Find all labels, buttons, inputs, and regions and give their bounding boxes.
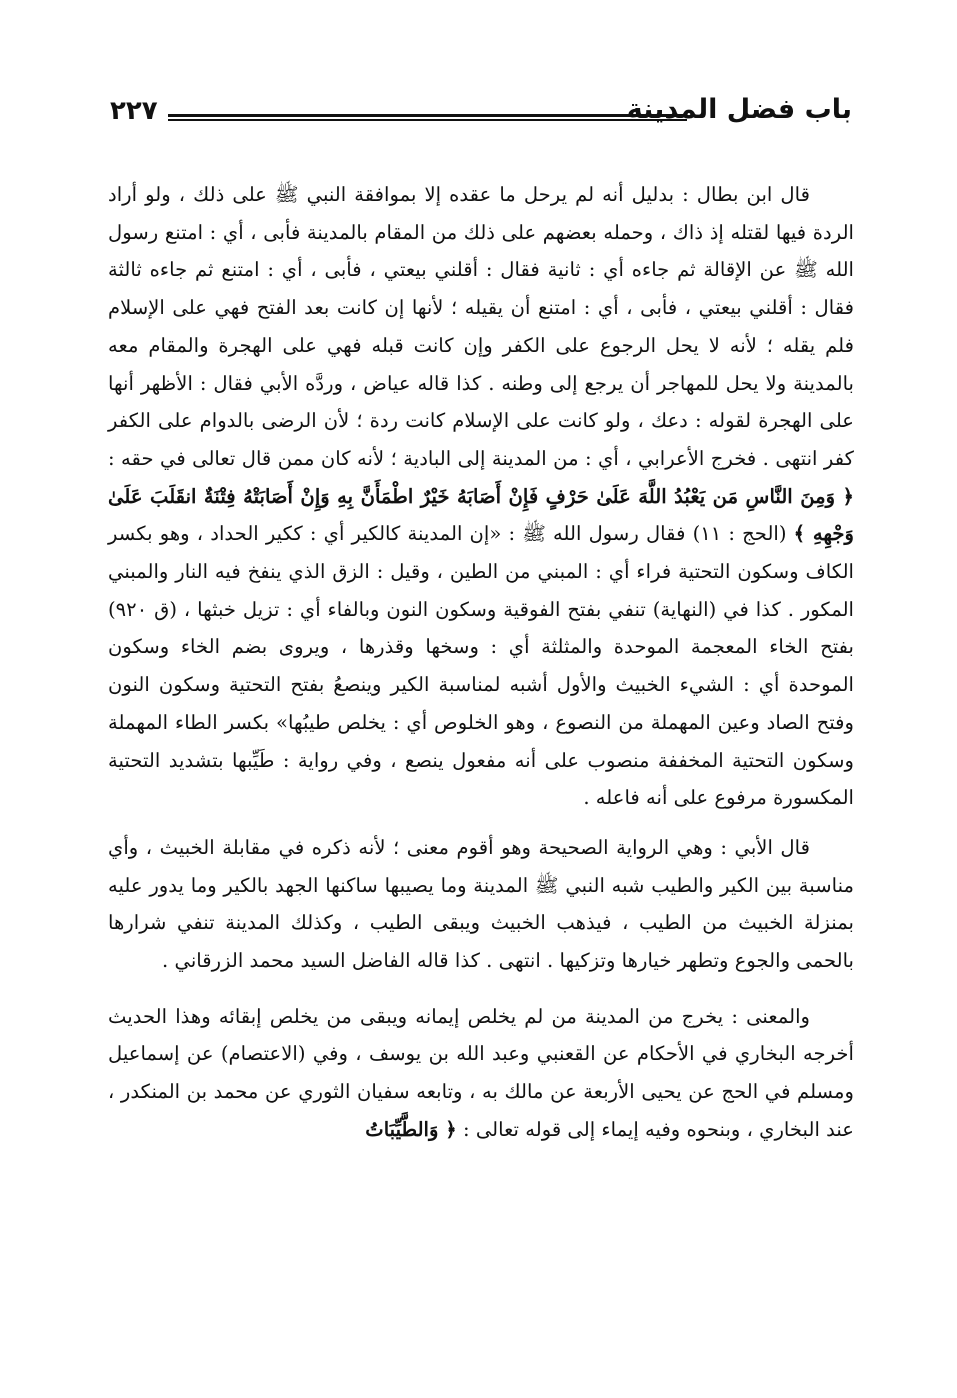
page-header [110,92,852,132]
page-body [108,176,854,1149]
paragraph-text: قال ابن بطال : بدليل أنه لم يرحل ما عقده إلا بموافقة النبي ﷺ على ذلك ، ولو أراد الردة فيها لقتله إذ ذاك ، وحمله بعضهم على ذلك من المقام بالمدينة فأبى ، أي : امتنع رسول الله ﷺ عن الإقالة ثم جاءه أي : ثانية فقال : أقلني بيعتي ، فأبى ، أي : امتنع ثم جاءه ثالثة فقال : أقلني بيعتي ، فأبى ، أي : امتنع أن يقيله ؛ لأنها إن كانت بعد الفتح فهي على الإسلام فلم يقله ؛ لأنه لا يحل الرجوع على الكفر وإن كانت قبله فهي على الهجرة والمقام معه بالمدينة ولا يحل للمهاجر أن يرجع إلى وطنه . كذا قاله عياض ، وردَّه الأبي فقال : الأظهر أنها على الهجرة لقوله : دعك ، ولو كانت على الإسلام كانت ردة ؛ لأن الرضى بالدوام على الكفر كفر انتهى . فخرج الأعرابي ، أي : من المدينة إلى البادية ؛ لأنه كان ممن قال تعالى في حقه : [108,183,854,470]
quran-verse: ﴿ وَمِنَ النَّاسِ مَن يَعْبُدُ اللَّهَ عَلَىٰ حَرْفٍ فَإِنْ أَصَابَهُ خَيْرٌ اطْمَأَنَّ بِهِ وَإِنْ أَصَابَتْهُ فِتْنَةٌ انقَلَبَ عَلَىٰ وَجْهِهِ ﴾ [108,484,854,546]
paragraph-meaning [108,998,854,1149]
page-number: ٢٢٧ [110,96,158,126]
header-rule [168,114,687,121]
paragraph-ibn-battal [108,176,854,817]
quran-verse: ﴿ وَالطَّيِّبَاتُ [365,1117,457,1141]
chapter-title: باب فضل المدينة [626,94,852,125]
paragraph-text: قال الأبي : وهي الرواية الصحيحة وهو أقوم معنى ؛ لأنه ذكره في مقابلة الخبيث ، وأي مناسبة بين الكير والطيب شبه النبي ﷺ المدينة وما يصيبها ساكنها الجهد بالكير وما يدور عليه بمنزلة الخبيث من الطيب ، فيذهب الخبيث ويبقى الطيب ، وكذلك المدينة تنفي شرارها بالحمى والجوع وتطهر خيارها وتزكيها . انتهى . كذا قاله الفاضل السيد محمد الزرقاني . [108,835,854,973]
paragraph-text: والمعنى : يخرج من المدينة من لم يخلص إيمانه ويبقى من يخلص إبقائه وهذا الحديث أخرجه البخاري في الأحكام عن القعنبي وعبد الله بن يوسف ، وفي (الاعتصام) عن إسماعيل ومسلم في الحج عن يحيى الأربعة عن مالك به ، وتابعه سفيان الثوري عن محمد بن المنكدر ، عند البخاري ، وبنحوه وفيه إيماء إلى قوله تعالى : [108,1004,854,1141]
paragraph-text: (الحج : ١١) فقال رسول الله ﷺ : «إن المدينة كالكير أي : ككير الحداد ، وهو بكسر الكاف وسكون التحتية فراء أي : المبني من الطين ، وقيل : الزق الذي ينفخ فيه النار والمبني المكور . كذا في (النهاية) تنفي بفتح الفوقية وسكون النون وبالفاء أي : تزيل خبثها ، (ق ٩٢٠) بفتح الخاء المعجمة الموحدة والمثلثة أي : وسخها وقذرها ، ويروى بضم الخاء وسكون الموحدة أي : الشيء الخبيث والأول أشبه لمناسبة الكير وينصعُ بفتح التحتية وسكون النون وفتح الصاد وعين المهملة من النصوع ، وهو الخلوص أي : يخلص طيبُها» بكسر الطاء المهملة وسكون التحتية المخففة منصوب على أنه مفعول ينصع ، وفي رواية : طَيِّبها بتشديد التحتية المكسورة مرفوع على أنه فاعله . [108,522,854,810]
paragraph-al-ubbi [108,829,854,980]
